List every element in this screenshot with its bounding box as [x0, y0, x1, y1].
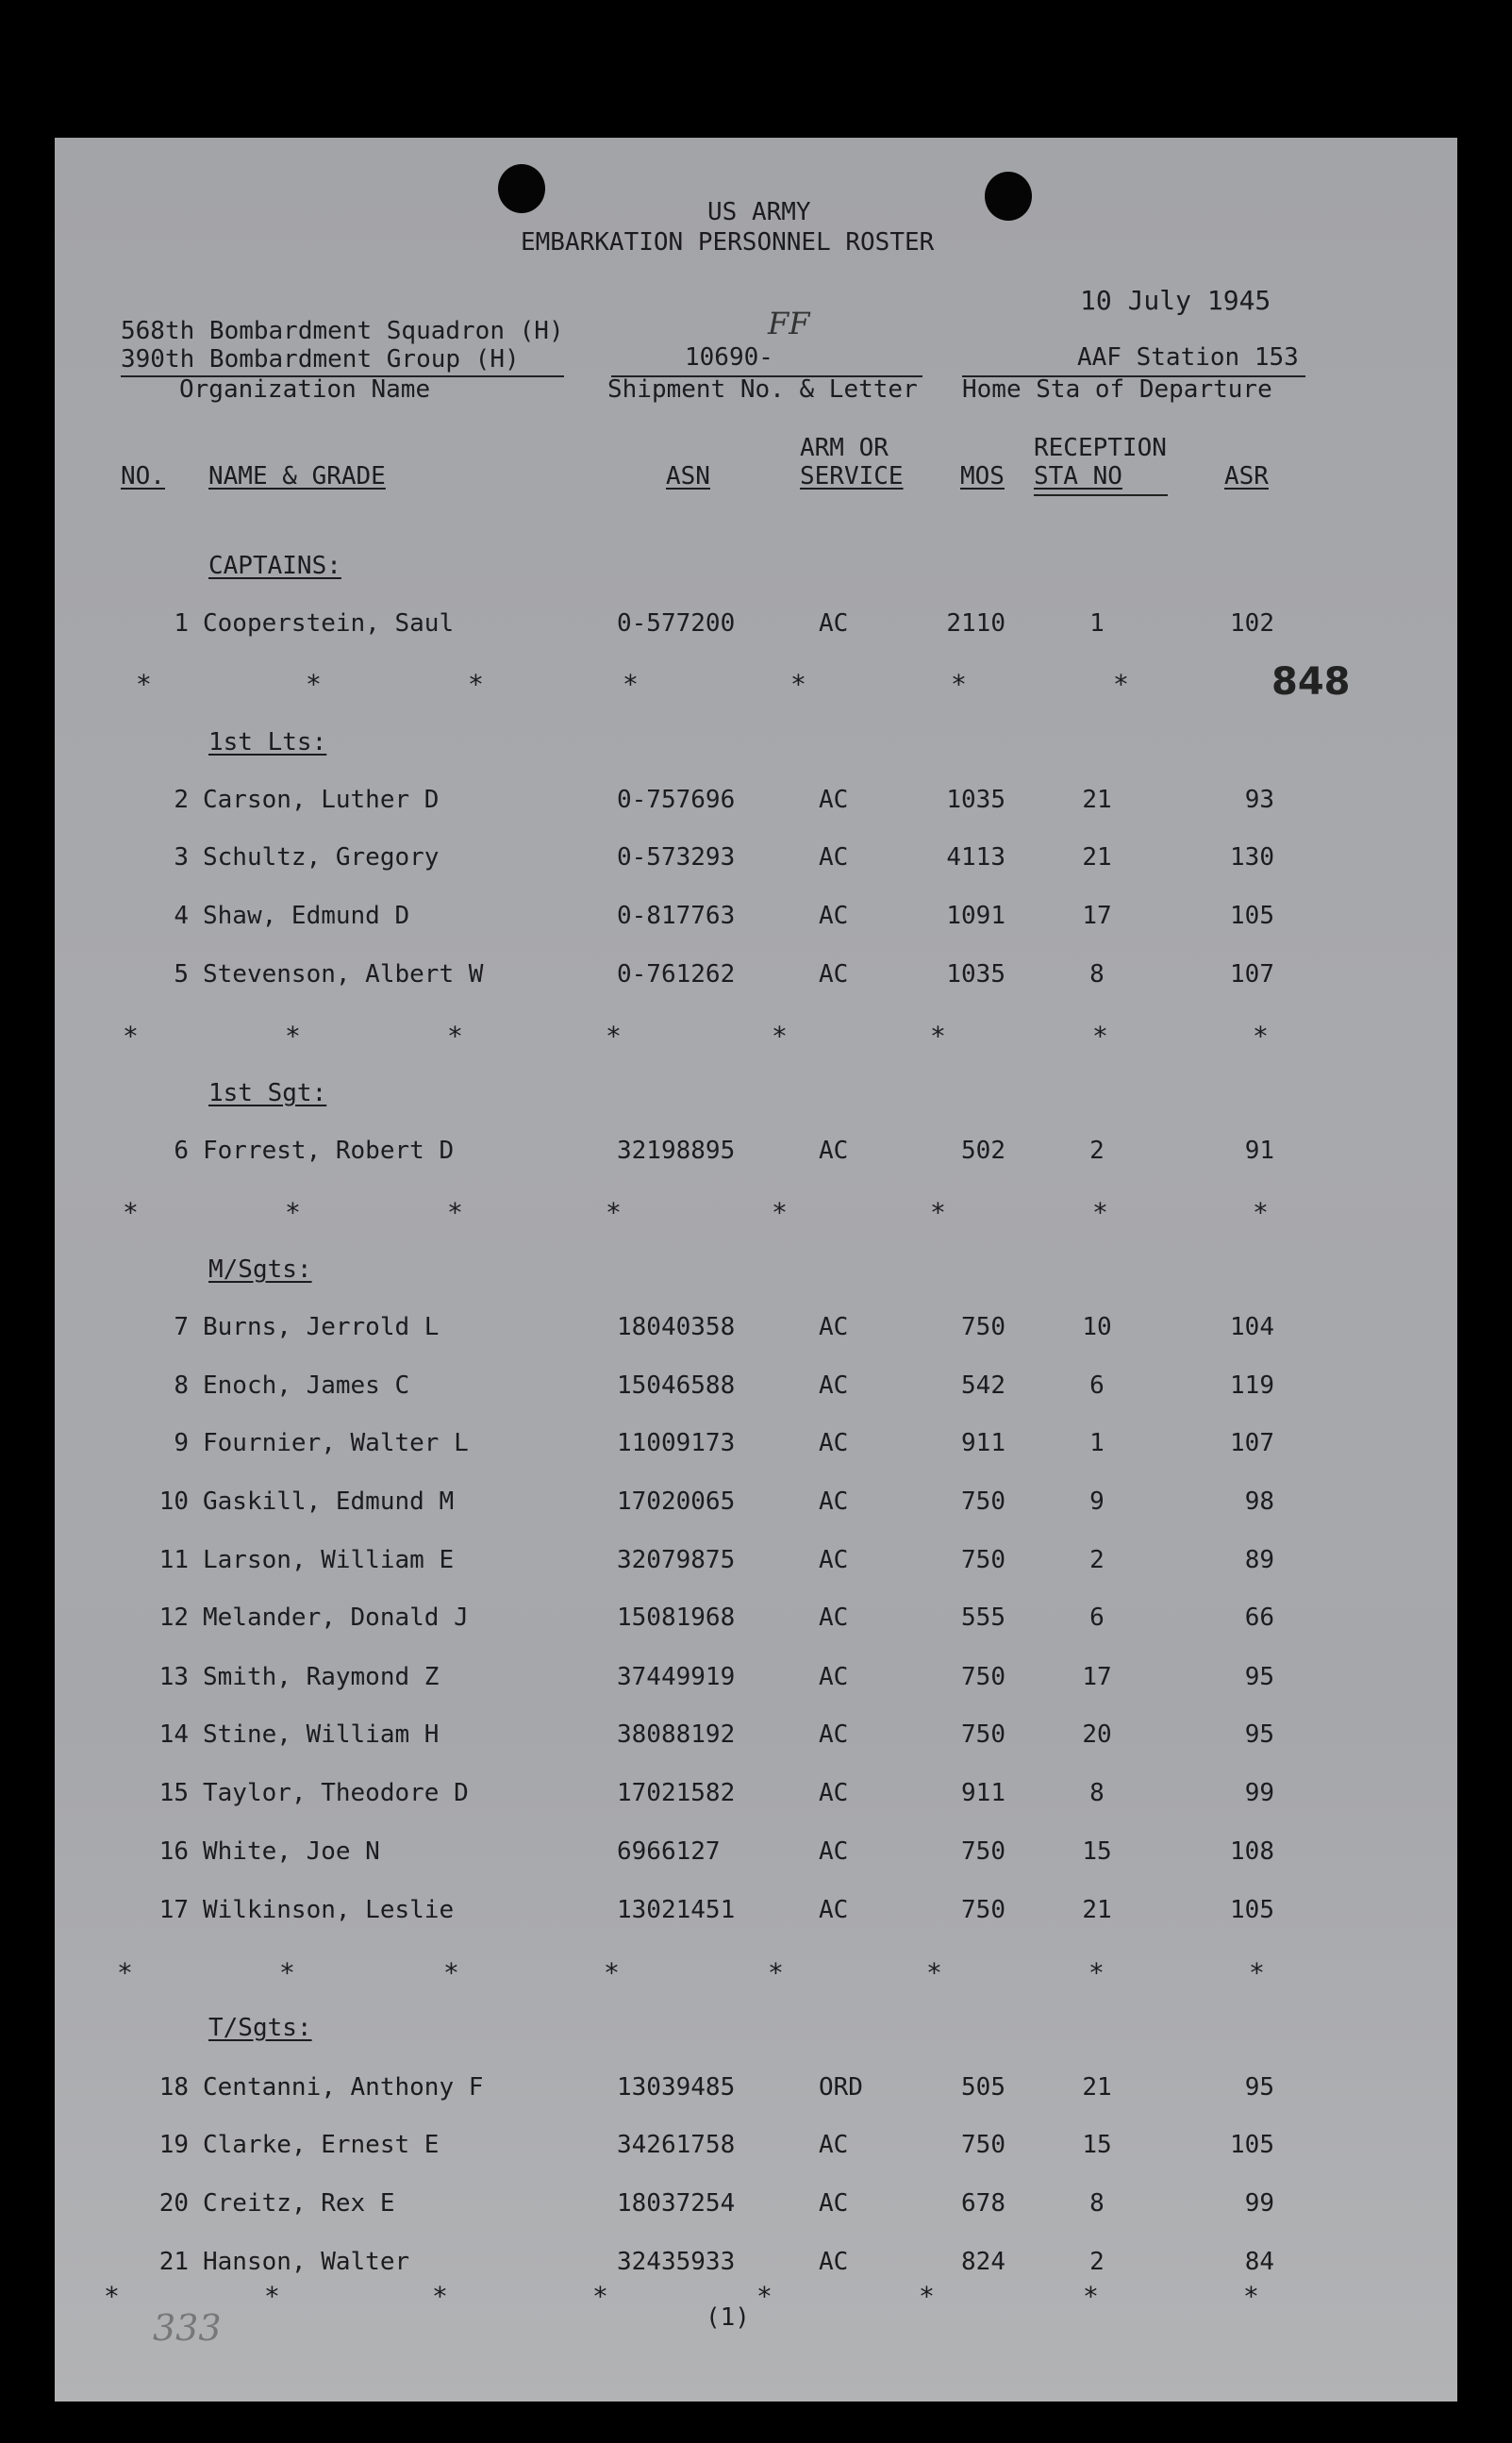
row-arm-service: AC [819, 1371, 849, 1400]
separator-star: * [264, 2281, 280, 2312]
row-mos: 750 [961, 1837, 1005, 1866]
row-arm-service: AC [819, 1313, 849, 1341]
section-title: 1st Lts: [208, 728, 327, 756]
row-reception-sta: 1 [1089, 1429, 1105, 1457]
roster-row [55, 2072, 1457, 2110]
row-reception-sta: 9 [1089, 1487, 1105, 1516]
row-asn: 32435933 [617, 2248, 736, 2276]
row-reception-sta: 20 [1082, 1720, 1112, 1749]
row-reception-sta: 21 [1082, 843, 1112, 872]
row-asr: 93 [1244, 786, 1274, 814]
row-asn: 15046588 [617, 1371, 736, 1400]
separator-star: * [919, 2281, 935, 2312]
page-number: (1) [706, 2303, 750, 2332]
row-reception-sta: 15 [1082, 2131, 1112, 2159]
separator-stars [55, 1199, 1457, 1227]
row-name-grade: Cooperstein, Saul [203, 609, 455, 638]
row-name-grade: Wilkinson, Leslie [203, 1896, 455, 1924]
separator-star: * [790, 669, 806, 700]
col-name: NAME & GRADE [208, 462, 386, 490]
row-asn: 15081968 [617, 1604, 736, 1632]
row-asn: 0-573293 [617, 843, 736, 872]
separator-star: * [1243, 2281, 1259, 2312]
row-name-grade: Smith, Raymond Z [203, 1663, 440, 1691]
row-number: 15 [158, 1779, 189, 1807]
separator-star: * [123, 1197, 139, 1228]
roster-page [55, 138, 1457, 2401]
row-asr: 102 [1230, 609, 1274, 638]
separator-star: * [285, 1021, 301, 1052]
row-name-grade: Schultz, Gregory [203, 843, 440, 872]
row-reception-sta: 2 [1089, 1546, 1105, 1574]
roster-row [55, 1487, 1457, 1524]
row-name-grade: Shaw, Edmund D [203, 902, 410, 930]
separator-star: * [604, 1957, 620, 1988]
row-number: 19 [158, 2131, 189, 2159]
separator-star: * [1088, 1957, 1105, 1988]
row-name-grade: Enoch, James C [203, 1371, 410, 1400]
row-mos: 2110 [946, 609, 1005, 638]
separator-star: * [756, 2281, 773, 2312]
row-mos: 824 [961, 2248, 1005, 2276]
row-name-grade: Melander, Donald J [203, 1604, 469, 1632]
roster-row [55, 1545, 1457, 1583]
row-arm-service: AC [819, 1720, 849, 1749]
org-caption: Organization Name [179, 375, 431, 404]
separator-star: * [951, 669, 967, 700]
row-asn: 0-577200 [617, 609, 736, 638]
separator-star: * [1083, 2281, 1099, 2312]
row-arm-service: AC [819, 1487, 849, 1516]
row-number: 8 [174, 1371, 189, 1400]
doc-title-line1: US ARMY [707, 198, 811, 226]
row-arm-service: AC [819, 843, 849, 872]
row-asn: 32198895 [617, 1137, 736, 1165]
section-title: CAPTAINS: [208, 552, 341, 580]
row-asr: 95 [1244, 1663, 1274, 1691]
col-rec-rule [1034, 494, 1168, 496]
row-asr: 95 [1244, 2073, 1274, 2102]
separator-star: * [623, 669, 639, 700]
roster-row [55, 1778, 1457, 1816]
row-mos: 542 [961, 1371, 1005, 1400]
row-arm-service: AC [819, 1137, 849, 1165]
row-name-grade: Forrest, Robert D [203, 1137, 455, 1165]
row-name-grade: Burns, Jerrold L [203, 1313, 440, 1341]
row-number: 5 [174, 960, 189, 989]
roster-date: 10 July 1945 [1080, 285, 1271, 316]
separator-star: * [443, 1957, 459, 1988]
row-asn: 0-761262 [617, 960, 736, 989]
row-arm-service: AC [819, 1604, 849, 1632]
separator-star: * [123, 1021, 139, 1052]
shipment-number: 10690- [685, 343, 773, 372]
row-name-grade: Stine, William H [203, 1720, 440, 1749]
roster-row [55, 1895, 1457, 1933]
separator-star: * [926, 1957, 942, 1988]
separator-star: * [930, 1021, 946, 1052]
row-number: 11 [158, 1546, 189, 1574]
row-asn: 6966127 [617, 1837, 721, 1866]
row-name-grade: Larson, William E [203, 1546, 455, 1574]
separator-star: * [1253, 1197, 1269, 1228]
row-reception-sta: 6 [1089, 1371, 1105, 1400]
row-asn: 18040358 [617, 1313, 736, 1341]
row-reception-sta: 21 [1082, 1896, 1112, 1924]
separator-star: * [279, 1957, 295, 1988]
col-asr: ASR [1224, 462, 1269, 490]
row-asr: 89 [1244, 1546, 1274, 1574]
row-number: 14 [158, 1720, 189, 1749]
row-asn: 38088192 [617, 1720, 736, 1749]
roster-row [55, 2130, 1457, 2168]
separator-star: * [1092, 1197, 1108, 1228]
row-asr: 99 [1244, 1779, 1274, 1807]
row-mos: 502 [961, 1137, 1005, 1165]
row-arm-service: AC [819, 609, 849, 638]
row-mos: 750 [961, 1546, 1005, 1574]
row-mos: 678 [961, 2189, 1005, 2218]
roster-row [55, 1662, 1457, 1700]
row-asr: 107 [1230, 1429, 1274, 1457]
row-reception-sta: 17 [1082, 1663, 1112, 1691]
row-number: 2 [174, 786, 189, 814]
separator-star: * [768, 1957, 784, 1988]
row-asn: 17021582 [617, 1779, 736, 1807]
row-number: 18 [158, 2073, 189, 2102]
row-arm-service: AC [819, 1429, 849, 1457]
separator-star: * [1092, 1021, 1108, 1052]
punch-hole-right [985, 172, 1032, 221]
separator-star: * [447, 1021, 463, 1052]
col-arm-line2: SERVICE [800, 462, 904, 490]
row-name-grade: White, Joe N [203, 1837, 380, 1866]
separator-star: * [772, 1021, 788, 1052]
row-asn: 32079875 [617, 1546, 736, 1574]
separator-star: * [104, 2281, 120, 2312]
row-reception-sta: 6 [1089, 1604, 1105, 1632]
row-reception-sta: 17 [1082, 902, 1112, 930]
separator-stars [55, 1959, 1457, 1987]
row-mos: 4113 [946, 843, 1005, 872]
roster-row [55, 842, 1457, 880]
row-name-grade: Stevenson, Albert W [203, 960, 484, 989]
row-number: 7 [174, 1313, 189, 1341]
row-mos: 911 [961, 1779, 1005, 1807]
row-reception-sta: 21 [1082, 786, 1112, 814]
row-name-grade: Clarke, Ernest E [203, 2131, 440, 2159]
row-arm-service: AC [819, 1837, 849, 1866]
row-reception-sta: 8 [1089, 960, 1105, 989]
row-asr: 107 [1230, 960, 1274, 989]
home-caption: Home Sta of Departure [962, 375, 1272, 404]
row-asr: 91 [1244, 1137, 1274, 1165]
roster-row [55, 1136, 1457, 1173]
row-asr: 66 [1244, 1604, 1274, 1632]
col-asn: ASN [666, 462, 710, 490]
row-reception-sta: 8 [1089, 2189, 1105, 2218]
row-asr: 105 [1230, 902, 1274, 930]
row-asr: 105 [1230, 2131, 1274, 2159]
roster-row [55, 1371, 1457, 1408]
row-reception-sta: 8 [1089, 1779, 1105, 1807]
separator-star: * [1253, 1021, 1269, 1052]
row-arm-service: AC [819, 2189, 849, 2218]
row-mos: 750 [961, 1487, 1005, 1516]
row-asr: 130 [1230, 843, 1274, 872]
section-title: 1st Sgt: [208, 1079, 327, 1107]
separator-star: * [285, 1197, 301, 1228]
separator-star: * [606, 1021, 622, 1052]
separator-star: * [1113, 669, 1129, 700]
row-reception-sta: 10 [1082, 1313, 1112, 1341]
row-arm-service: AC [819, 786, 849, 814]
row-name-grade: Gaskill, Edmund M [203, 1487, 455, 1516]
col-rec-line2: STA NO [1034, 462, 1122, 490]
row-mos: 1035 [946, 786, 1005, 814]
row-name-grade: Hanson, Walter [203, 2248, 410, 2276]
row-number: 3 [174, 843, 189, 872]
row-mos: 911 [961, 1429, 1005, 1457]
row-reception-sta: 1 [1089, 609, 1105, 638]
roster-row [55, 1720, 1457, 1757]
row-mos: 750 [961, 1720, 1005, 1749]
row-number: 17 [158, 1896, 189, 1924]
row-name-grade: Carson, Luther D [203, 786, 440, 814]
separator-star: * [592, 2281, 608, 2312]
row-asn: 0-817763 [617, 902, 736, 930]
roster-row [55, 1603, 1457, 1640]
row-mos: 750 [961, 2131, 1005, 2159]
row-arm-service: AC [819, 960, 849, 989]
row-arm-service: AC [819, 902, 849, 930]
row-asn: 34261758 [617, 2131, 736, 2159]
row-name-grade: Taylor, Theodore D [203, 1779, 469, 1807]
section-title: M/Sgts: [208, 1255, 312, 1284]
row-arm-service: ORD [819, 2073, 863, 2102]
row-mos: 505 [961, 2073, 1005, 2102]
row-asr: 95 [1244, 1720, 1274, 1749]
row-reception-sta: 15 [1082, 1837, 1112, 1866]
row-number: 6 [174, 1137, 189, 1165]
row-mos: 1035 [946, 960, 1005, 989]
roster-row [55, 785, 1457, 823]
shipment-caption: Shipment No. & Letter [607, 375, 918, 404]
row-asr: 84 [1244, 2248, 1274, 2276]
row-name-grade: Creitz, Rex E [203, 2189, 395, 2218]
row-arm-service: AC [819, 1546, 849, 1574]
row-reception-sta: 21 [1082, 2073, 1112, 2102]
row-number: 13 [158, 1663, 189, 1691]
row-asn: 18037254 [617, 2189, 736, 2218]
row-arm-service: AC [819, 1663, 849, 1691]
separator-star: * [606, 1197, 622, 1228]
separator-stars [55, 2283, 1457, 2311]
row-asn: 13039485 [617, 2073, 736, 2102]
row-number: 4 [174, 902, 189, 930]
roster-row [55, 1836, 1457, 1874]
col-no: NO. [121, 462, 165, 490]
row-mos: 1091 [946, 902, 1005, 930]
row-number: 1 [174, 609, 189, 638]
roster-row [55, 959, 1457, 997]
row-asn: 0-757696 [617, 786, 736, 814]
row-mos: 750 [961, 1896, 1005, 1924]
separator-star: * [447, 1197, 463, 1228]
row-asr: 105 [1230, 1896, 1274, 1924]
row-reception-sta: 2 [1089, 1137, 1105, 1165]
separator-star: * [432, 2281, 448, 2312]
roster-row [55, 2247, 1457, 2285]
col-arm-line1: ARM OR [800, 434, 889, 462]
row-asn: 17020065 [617, 1487, 736, 1516]
row-arm-service: AC [819, 2248, 849, 2276]
stamp-number: 848 [1271, 660, 1351, 704]
row-asr: 98 [1244, 1487, 1274, 1516]
row-asr: 104 [1230, 1313, 1274, 1341]
row-mos: 750 [961, 1313, 1005, 1341]
row-mos: 750 [961, 1663, 1005, 1691]
shipment-letter-handwritten: FF [768, 306, 810, 341]
row-reception-sta: 2 [1089, 2248, 1105, 2276]
punch-hole-left [498, 164, 545, 213]
separator-star: * [930, 1197, 946, 1228]
roster-row [55, 1312, 1457, 1350]
col-rec-line1: RECEPTION [1034, 434, 1167, 462]
row-asr: 119 [1230, 1371, 1274, 1400]
separator-star: * [136, 669, 152, 700]
home-station: AAF Station 153 [1077, 343, 1299, 372]
row-arm-service: AC [819, 1779, 849, 1807]
pencil-note: 333 [153, 2307, 222, 2349]
row-number: 20 [158, 2189, 189, 2218]
separator-stars [55, 1022, 1457, 1051]
roster-row [55, 2188, 1457, 2226]
row-mos: 555 [961, 1604, 1005, 1632]
row-asn: 11009173 [617, 1429, 736, 1457]
separator-star: * [117, 1957, 133, 1988]
org-line2: 390th Bombardment Group (H) [121, 345, 520, 374]
org-line1: 568th Bombardment Squadron (H) [121, 317, 564, 345]
separator-star: * [1249, 1957, 1265, 1988]
row-number: 9 [174, 1429, 189, 1457]
separator-star: * [468, 669, 484, 700]
separator-stars [55, 671, 1457, 699]
roster-row [55, 1428, 1457, 1466]
row-asn: 13021451 [617, 1896, 736, 1924]
roster-row [55, 901, 1457, 939]
row-number: 12 [158, 1604, 189, 1632]
separator-star: * [772, 1197, 788, 1228]
row-arm-service: AC [819, 1896, 849, 1924]
separator-star: * [306, 669, 322, 700]
row-name-grade: Fournier, Walter L [203, 1429, 469, 1457]
row-asr: 108 [1230, 1837, 1274, 1866]
row-number: 16 [158, 1837, 189, 1866]
row-number: 10 [158, 1487, 189, 1516]
roster-row [55, 608, 1457, 646]
row-name-grade: Centanni, Anthony F [203, 2073, 484, 2102]
section-title: T/Sgts: [208, 2014, 312, 2042]
row-asn: 37449919 [617, 1663, 736, 1691]
row-asr: 99 [1244, 2189, 1274, 2218]
col-mos: MOS [960, 462, 1005, 490]
row-number: 21 [158, 2248, 189, 2276]
row-arm-service: AC [819, 2131, 849, 2159]
doc-title-line2: EMBARKATION PERSONNEL ROSTER [521, 228, 935, 257]
